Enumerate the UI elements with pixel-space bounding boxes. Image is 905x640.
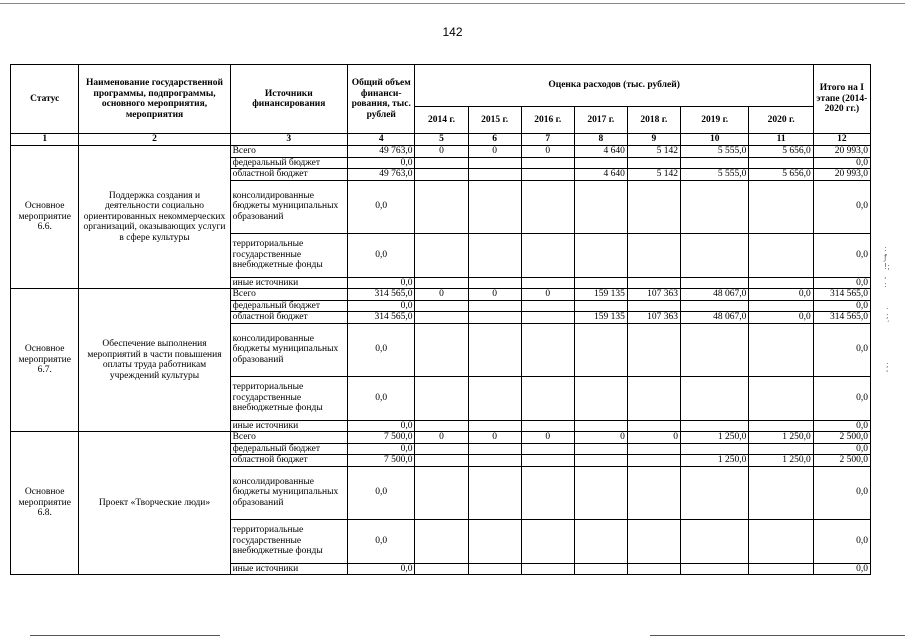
value-cell-y2014: 0: [415, 289, 468, 301]
value-cell-total: 0,0: [348, 300, 415, 312]
value-cell-y2018: [627, 300, 680, 312]
source-cell: территориальные государственные внебюджетные фонды: [230, 376, 347, 420]
value-cell-y2020: [749, 180, 813, 233]
value-cell-total: 314 565,0: [348, 312, 415, 324]
top-rule: [0, 3, 905, 4]
value-cell-y2014: [415, 519, 468, 563]
value-cell-y2018: [627, 420, 680, 432]
value-cell-stage: 20 993,0: [813, 146, 870, 158]
value-cell-y2017: [574, 376, 627, 420]
value-cell-y2015: [468, 519, 521, 563]
value-cell-y2015: 0: [468, 289, 521, 301]
source-cell: иные источники: [230, 563, 347, 575]
source-cell: областной бюджет: [230, 455, 347, 467]
value-cell-total: 0,0: [348, 277, 415, 289]
measure-name-cell: Обеспечение выполнения мероприятий в части повышения оплаты труда работникам учреждений культуры: [79, 289, 230, 432]
value-cell-total: 0,0: [348, 157, 415, 169]
value-cell-y2017: [574, 443, 627, 455]
header-year: 2019 г.: [680, 107, 748, 134]
source-cell: территориальные государственные внебюджетные фонды: [230, 233, 347, 277]
source-cell: Всего: [230, 432, 347, 444]
value-cell-total: 0,0: [348, 323, 415, 376]
header-year: 2017 г.: [574, 107, 627, 134]
value-cell-y2015: [468, 157, 521, 169]
header-status: Статус: [11, 65, 79, 134]
source-cell: территориальные государственные внебюджетные фонды: [230, 519, 347, 563]
value-cell-y2015: [468, 180, 521, 233]
value-cell-total: 7 500,0: [348, 432, 415, 444]
value-cell-stage: 0,0: [813, 420, 870, 432]
value-cell-stage: 2 500,0: [813, 455, 870, 467]
value-cell-stage: 0,0: [813, 443, 870, 455]
column-number: 3: [230, 134, 347, 146]
budget-table: [10, 64, 871, 575]
value-cell-y2017: [574, 180, 627, 233]
table-row: [11, 432, 871, 444]
source-cell: иные источники: [230, 420, 347, 432]
header-sources: Источники финансирования: [230, 65, 347, 134]
value-cell-y2018: [627, 443, 680, 455]
value-cell-y2018: [627, 376, 680, 420]
value-cell-y2016: [521, 519, 574, 563]
value-cell-y2018: [627, 323, 680, 376]
value-cell-y2019: [680, 180, 748, 233]
value-cell-y2016: [521, 169, 574, 181]
value-cell-y2020: 1 250,0: [749, 432, 813, 444]
value-cell-stage: 0,0: [813, 157, 870, 169]
value-cell-y2017: 0: [574, 432, 627, 444]
bottom-rule: [650, 635, 905, 636]
value-cell-y2019: [680, 323, 748, 376]
value-cell-y2019: 1 250,0: [680, 432, 748, 444]
column-number: 11: [749, 134, 813, 146]
value-cell-y2018: [627, 519, 680, 563]
value-cell-y2018: [627, 233, 680, 277]
value-cell-y2016: [521, 466, 574, 519]
value-cell-y2017: 4 640: [574, 169, 627, 181]
source-cell: областной бюджет: [230, 169, 347, 181]
value-cell-y2019: 1 250,0: [680, 455, 748, 467]
source-cell: консолидированные бюджеты муниципальных образований: [230, 323, 347, 376]
value-cell-y2015: [468, 420, 521, 432]
status-cell: Основное мероприятие 6.8.: [11, 432, 79, 575]
value-cell-total: 314 565,0: [348, 289, 415, 301]
value-cell-y2017: [574, 277, 627, 289]
value-cell-y2019: 48 067,0: [680, 289, 748, 301]
value-cell-y2016: [521, 563, 574, 575]
value-cell-y2019: 48 067,0: [680, 312, 748, 324]
value-cell-y2015: [468, 312, 521, 324]
status-cell: Основное мероприятие 6.7.: [11, 289, 79, 432]
value-cell-y2020: [749, 157, 813, 169]
value-cell-y2018: [627, 455, 680, 467]
value-cell-stage: 0,0: [813, 233, 870, 277]
value-cell-stage: 0,0: [813, 180, 870, 233]
value-cell-y2014: [415, 466, 468, 519]
value-cell-total: 0,0: [348, 563, 415, 575]
value-cell-y2015: 0: [468, 146, 521, 158]
value-cell-y2019: [680, 420, 748, 432]
value-cell-total: 0,0: [348, 420, 415, 432]
value-cell-y2017: 4 640: [574, 146, 627, 158]
value-cell-y2015: [468, 455, 521, 467]
value-cell-y2015: [468, 443, 521, 455]
table-body: [11, 146, 871, 575]
value-cell-total: 0,0: [348, 519, 415, 563]
value-cell-y2016: [521, 376, 574, 420]
value-cell-y2019: [680, 443, 748, 455]
value-cell-total: 0,0: [348, 466, 415, 519]
value-cell-y2017: [574, 455, 627, 467]
table-row: [11, 289, 871, 301]
value-cell-y2018: 107 363: [627, 312, 680, 324]
value-cell-y2019: [680, 519, 748, 563]
value-cell-y2017: [574, 157, 627, 169]
page-number: 142: [442, 25, 463, 39]
value-cell-y2020: [749, 420, 813, 432]
margin-scribble: . ; ˊ: [886, 302, 890, 329]
value-cell-y2014: [415, 312, 468, 324]
value-cell-y2019: [680, 233, 748, 277]
value-cell-y2017: [574, 466, 627, 519]
value-cell-y2015: [468, 323, 521, 376]
value-cell-y2019: [680, 300, 748, 312]
value-cell-y2018: [627, 157, 680, 169]
header-year: 2020 г.: [749, 107, 813, 134]
value-cell-y2014: [415, 300, 468, 312]
source-cell: Всего: [230, 146, 347, 158]
margin-scribble: ; ': [886, 360, 889, 378]
source-cell: иные источники: [230, 277, 347, 289]
source-cell: федеральный бюджет: [230, 443, 347, 455]
value-cell-y2020: [749, 563, 813, 575]
value-cell-y2014: [415, 169, 468, 181]
value-cell-y2016: 0: [521, 289, 574, 301]
value-cell-y2020: [749, 376, 813, 420]
header-estimate: Оценка расходов (тыс. рублей): [415, 65, 813, 107]
header-year: 2015 г.: [468, 107, 521, 134]
table-row: [11, 146, 871, 158]
value-cell-y2014: [415, 277, 468, 289]
value-cell-y2019: [680, 563, 748, 575]
value-cell-y2020: [749, 277, 813, 289]
column-number: 9: [627, 134, 680, 146]
value-cell-total: 0,0: [348, 180, 415, 233]
column-number: 1: [11, 134, 79, 146]
value-cell-stage: 0,0: [813, 300, 870, 312]
value-cell-y2019: [680, 277, 748, 289]
value-cell-y2016: [521, 233, 574, 277]
value-cell-y2016: [521, 312, 574, 324]
value-cell-y2018: [627, 466, 680, 519]
value-cell-y2016: [521, 323, 574, 376]
value-cell-y2018: 107 363: [627, 289, 680, 301]
value-cell-y2016: [521, 420, 574, 432]
column-number: 12: [813, 134, 870, 146]
value-cell-total: 0,0: [348, 233, 415, 277]
column-number: 5: [415, 134, 468, 146]
value-cell-y2019: [680, 376, 748, 420]
value-cell-y2020: 5 656,0: [749, 146, 813, 158]
header-stage-total: Итого на I этапе (2014-2020 гг.): [813, 65, 870, 134]
value-cell-y2015: 0: [468, 432, 521, 444]
value-cell-y2014: [415, 323, 468, 376]
value-cell-y2020: 5 656,0: [749, 169, 813, 181]
header-year: 2018 г.: [627, 107, 680, 134]
measure-name-cell: Поддержка создания и деятельности социально ориентированных некоммерческих организаций, оказывающих услуги в сфере культуры: [79, 146, 230, 289]
value-cell-y2016: [521, 157, 574, 169]
value-cell-y2017: 159 135: [574, 312, 627, 324]
margin-scribble: : ƒ !; , :: [884, 244, 890, 289]
value-cell-y2020: 0,0: [749, 289, 813, 301]
value-cell-total: 0,0: [348, 376, 415, 420]
value-cell-y2018: 5 142: [627, 169, 680, 181]
column-number: 4: [348, 134, 415, 146]
value-cell-y2019: 5 555,0: [680, 169, 748, 181]
value-cell-total: 7 500,0: [348, 455, 415, 467]
value-cell-y2017: [574, 323, 627, 376]
value-cell-y2015: [468, 169, 521, 181]
value-cell-stage: 0,0: [813, 563, 870, 575]
value-cell-y2020: [749, 300, 813, 312]
value-cell-y2014: 0: [415, 146, 468, 158]
value-cell-y2016: 0: [521, 432, 574, 444]
column-number: 7: [521, 134, 574, 146]
value-cell-stage: 20 993,0: [813, 169, 870, 181]
value-cell-y2014: [415, 455, 468, 467]
value-cell-y2019: [680, 157, 748, 169]
value-cell-y2020: [749, 233, 813, 277]
bottom-rule: [30, 635, 220, 636]
measure-name-cell: Проект «Творческие люди»: [79, 432, 230, 575]
value-cell-y2016: [521, 443, 574, 455]
value-cell-stage: 0,0: [813, 519, 870, 563]
value-cell-y2015: [468, 277, 521, 289]
value-cell-y2019: 5 555,0: [680, 146, 748, 158]
value-cell-y2014: [415, 157, 468, 169]
value-cell-y2018: [627, 180, 680, 233]
value-cell-y2019: [680, 466, 748, 519]
value-cell-total: 0,0: [348, 443, 415, 455]
value-cell-y2016: [521, 300, 574, 312]
value-cell-y2020: 0,0: [749, 312, 813, 324]
source-cell: Всего: [230, 289, 347, 301]
value-cell-y2018: [627, 563, 680, 575]
value-cell-y2020: [749, 519, 813, 563]
header-program-name: Наименование государственной программы, подпрограммы, основного мероприятия, мероприятия: [79, 65, 230, 134]
value-cell-y2014: [415, 180, 468, 233]
value-cell-y2020: [749, 323, 813, 376]
value-cell-y2015: [468, 233, 521, 277]
value-cell-y2018: [627, 277, 680, 289]
value-cell-y2016: [521, 277, 574, 289]
value-cell-total: 49 763,0: [348, 146, 415, 158]
value-cell-y2017: 159 135: [574, 289, 627, 301]
value-cell-y2014: [415, 376, 468, 420]
value-cell-y2020: [749, 466, 813, 519]
value-cell-y2018: 5 142: [627, 146, 680, 158]
value-cell-y2018: 0: [627, 432, 680, 444]
header-year: 2014 г.: [415, 107, 468, 134]
column-number: 8: [574, 134, 627, 146]
value-cell-stage: 0,0: [813, 277, 870, 289]
value-cell-y2017: [574, 233, 627, 277]
value-cell-total: 49 763,0: [348, 169, 415, 181]
status-cell: Основное мероприятие 6.6.: [11, 146, 79, 289]
value-cell-y2016: [521, 180, 574, 233]
value-cell-y2015: [468, 466, 521, 519]
header-total: Общий объем финанси-рования, тыс. рублей: [348, 65, 415, 134]
value-cell-stage: 2 500,0: [813, 432, 870, 444]
column-number: 6: [468, 134, 521, 146]
value-cell-y2014: 0: [415, 432, 468, 444]
value-cell-y2015: [468, 563, 521, 575]
value-cell-y2017: [574, 420, 627, 432]
column-number: 2: [79, 134, 230, 146]
value-cell-y2014: [415, 443, 468, 455]
value-cell-y2016: 0: [521, 146, 574, 158]
value-cell-stage: 0,0: [813, 466, 870, 519]
value-cell-y2014: [415, 563, 468, 575]
value-cell-stage: 0,0: [813, 376, 870, 420]
value-cell-y2020: 1 250,0: [749, 455, 813, 467]
column-number: 10: [680, 134, 748, 146]
value-cell-y2015: [468, 376, 521, 420]
value-cell-y2017: [574, 563, 627, 575]
value-cell-stage: 0,0: [813, 323, 870, 376]
value-cell-y2017: [574, 300, 627, 312]
value-cell-y2015: [468, 300, 521, 312]
source-cell: консолидированные бюджеты муниципальных образований: [230, 466, 347, 519]
value-cell-y2014: [415, 233, 468, 277]
source-cell: федеральный бюджет: [230, 157, 347, 169]
value-cell-y2017: [574, 519, 627, 563]
value-cell-y2016: [521, 455, 574, 467]
source-cell: федеральный бюджет: [230, 300, 347, 312]
source-cell: консолидированные бюджеты муниципальных образований: [230, 180, 347, 233]
value-cell-y2014: [415, 420, 468, 432]
source-cell: областной бюджет: [230, 312, 347, 324]
value-cell-y2020: [749, 443, 813, 455]
header-year: 2016 г.: [521, 107, 574, 134]
value-cell-stage: 314 565,0: [813, 289, 870, 301]
value-cell-stage: 314 565,0: [813, 312, 870, 324]
